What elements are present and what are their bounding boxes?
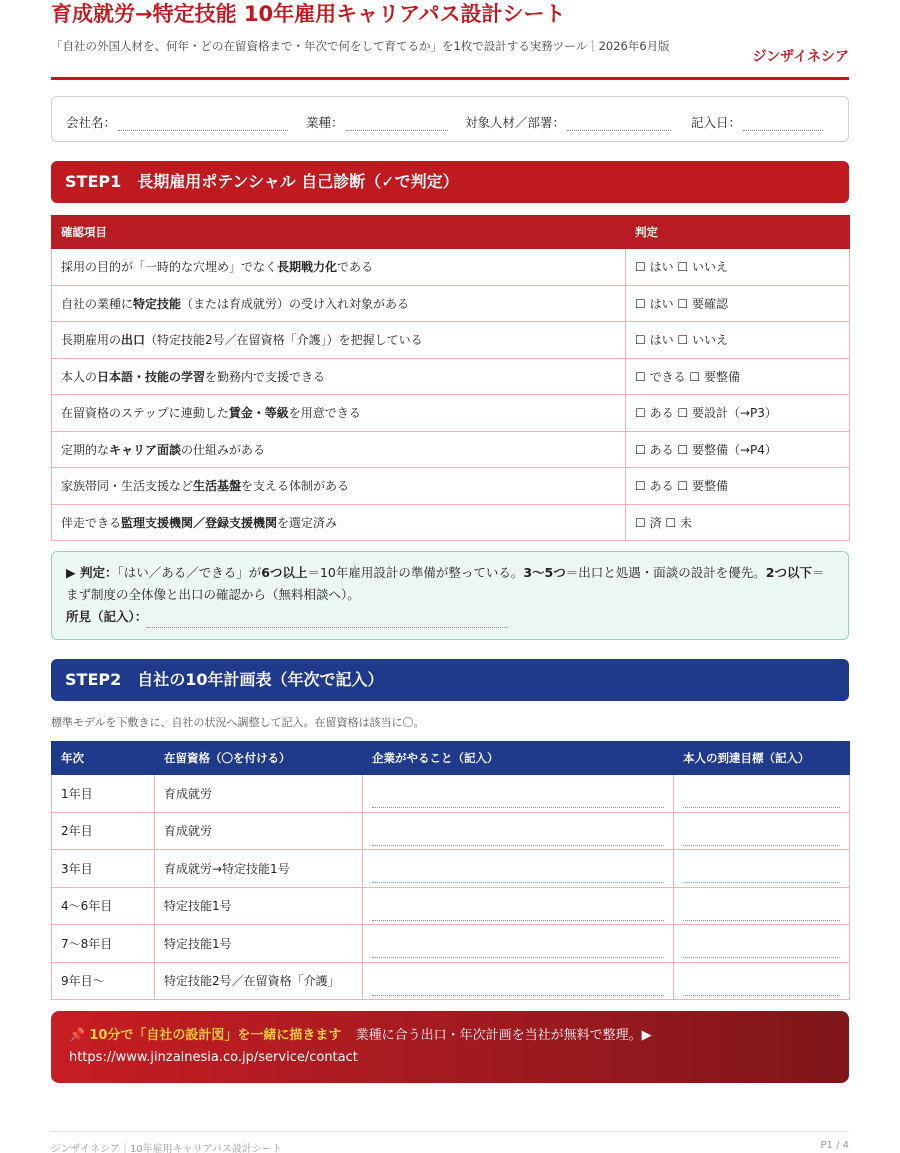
judge-checkboxes[interactable]: ☐ できる ☐ 要整備 [626, 358, 850, 395]
judge-checkboxes[interactable]: ☐ ある ☐ 要設計（→P3） [626, 395, 850, 432]
table-row [52, 775, 850, 813]
table-row [52, 504, 850, 541]
year-cell: 7〜8年目 [52, 925, 155, 963]
cta-headline: 10分で「自社の設計図」を一緒に描きます [89, 1028, 342, 1043]
check-item: 本人の日本語・技能の学習を勤務内で支援できる [52, 358, 626, 395]
column-header-year: 年次 [52, 742, 155, 775]
goal-input[interactable] [674, 962, 850, 1000]
goal-input[interactable] [674, 775, 850, 813]
column-header-judge: 判定 [626, 216, 850, 249]
table-row [52, 249, 850, 286]
judgement-box [51, 551, 849, 640]
table-row [52, 285, 850, 322]
year-cell: 4〜6年目 [52, 887, 155, 925]
industry-field[interactable]: 業種： [306, 113, 448, 131]
cta-link[interactable]: https://www.jinzainesia.co.jp/service/contact [69, 1050, 358, 1065]
pin-icon: 📌 [69, 1028, 86, 1043]
table-row [52, 962, 850, 1000]
check-item: 伴走できる監理支援機関／登録支援機関を選定済み [52, 504, 626, 541]
company-actions-input[interactable] [363, 962, 674, 1000]
table-header-row [52, 742, 850, 775]
footer-label: ジンザイネシア｜10年雇用キャリアパス設計シート [51, 1144, 282, 1153]
page-title: 育成就労→特定技能 10年雇用キャリアパス設計シート [51, 2, 566, 26]
check-item: 自社の業種に特定技能（または育成就労）の受け入れ対象がある [52, 285, 626, 322]
column-header-company-actions: 企業がやること（記入） [363, 742, 674, 775]
judge-checkboxes[interactable]: ☐ ある ☐ 要整備 [626, 468, 850, 505]
table-row [52, 395, 850, 432]
table-row [52, 812, 850, 850]
page-subtitle: 「自社の外国人材を、何年・どの在留資格まで・年次で何をして育てるか」を1枚で設計する実務ツール｜2026年6月版 [51, 39, 670, 53]
step2-note: 標準モデルを下敷きに、自社の状況へ調整して記入。在留資格は該当に〇。 [51, 716, 425, 729]
info-box [51, 96, 849, 142]
judge-checkboxes[interactable]: ☐ はい ☐ 要確認 [626, 285, 850, 322]
year-cell: 3年目 [52, 850, 155, 888]
goal-input[interactable] [674, 850, 850, 888]
memo-field[interactable]: 所見（記入）： [66, 606, 834, 628]
table-header-row [52, 216, 850, 249]
column-header-status: 在留資格（〇を付ける） [155, 742, 363, 775]
year-cell: 9年目〜 [52, 962, 155, 1000]
cta-banner[interactable] [51, 1011, 849, 1083]
company-field[interactable]: 会社名： [66, 113, 288, 131]
company-actions-input[interactable] [363, 850, 674, 888]
goal-input[interactable] [674, 887, 850, 925]
step2-plan-table [51, 741, 850, 1000]
page-number: P1 / 4 [820, 1140, 849, 1151]
column-header-item: 確認項目 [52, 216, 626, 249]
step1-heading: STEP1 長期雇用ポテンシャル 自己診断（✓で判定） [51, 161, 849, 203]
check-item: 定期的なキャリア面談の仕組みがある [52, 431, 626, 468]
company-actions-input[interactable] [363, 925, 674, 963]
goal-input[interactable] [674, 925, 850, 963]
company-actions-input[interactable] [363, 887, 674, 925]
status-cell: 特定技能1号 [155, 887, 363, 925]
page-header [51, 0, 849, 82]
company-actions-input[interactable] [363, 775, 674, 813]
judge-checkboxes[interactable]: ☐ 済 ☐ 未 [626, 504, 850, 541]
company-actions-input[interactable] [363, 812, 674, 850]
check-item: 在留資格のステップに連動した賃金・等級を用意できる [52, 395, 626, 432]
step1-checklist-table [51, 215, 850, 541]
step2-heading: STEP2 自社の10年計画表（年次で記入） [51, 659, 849, 701]
judge-checkboxes[interactable]: ☐ はい ☐ いいえ [626, 322, 850, 359]
status-cell: 特定技能1号 [155, 925, 363, 963]
check-item: 採用の目的が「一時的な穴埋め」でなく長期戦力化である [52, 249, 626, 286]
status-cell: 育成就労 [155, 812, 363, 850]
status-cell: 育成就労→特定技能1号 [155, 850, 363, 888]
table-row [52, 850, 850, 888]
judgement-text: ▶ 判定：「はい／ある／できる」が6つ以上＝10年雇用設計の準備が整っている。3〜5つ＝出口と処遇・面談の設計を優先。2つ以下＝まず制度の全体像と出口の確認から（無料相談へ）。 [66, 565, 825, 602]
table-row [52, 468, 850, 505]
table-row [52, 358, 850, 395]
goal-input[interactable] [674, 812, 850, 850]
page-footer [51, 1131, 849, 1153]
table-row [52, 925, 850, 963]
judge-checkboxes[interactable]: ☐ ある ☐ 要整備（→P4） [626, 431, 850, 468]
check-item: 長期雇用の出口（特定技能2号／在留資格「介護」）を把握している [52, 322, 626, 359]
status-cell: 特定技能2号／在留資格「介護」 [155, 962, 363, 1000]
year-cell: 1年目 [52, 775, 155, 813]
header-divider [51, 77, 849, 80]
date-field[interactable]: 記入日： [691, 113, 823, 131]
check-item: 家族帯同・生活支援など生活基盤を支える体制がある [52, 468, 626, 505]
table-row [52, 887, 850, 925]
table-row [52, 322, 850, 359]
year-cell: 2年目 [52, 812, 155, 850]
table-row [52, 431, 850, 468]
judge-checkboxes[interactable]: ☐ はい ☐ いいえ [626, 249, 850, 286]
cta-text: 業種に合う出口・年次計画を当社が無料で整理。▶ [355, 1028, 652, 1043]
target-field[interactable]: 対象人材／部署： [465, 113, 671, 131]
column-header-goals: 本人の到達目標（記入） [674, 742, 850, 775]
status-cell: 育成就労 [155, 775, 363, 813]
brand-name: ジンザイネシア [752, 49, 849, 65]
